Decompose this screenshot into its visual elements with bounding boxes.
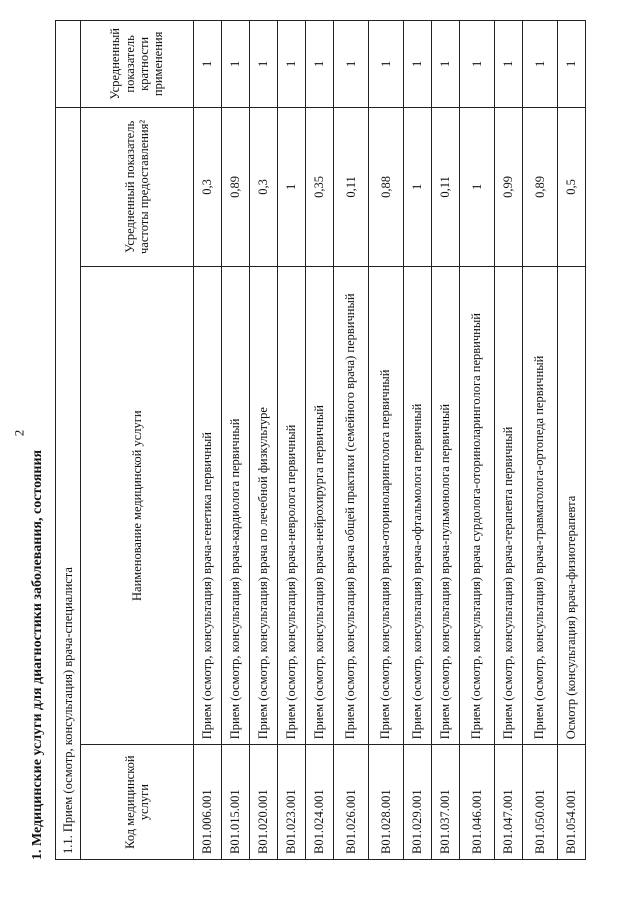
table-row bbox=[222, 21, 250, 860]
service-multiplicity: 1 bbox=[369, 21, 404, 108]
service-name: Прием (осмотр, консультация) врача-офтальмолога первичный bbox=[404, 267, 432, 745]
header-frequency: Усредненный показатель частоты предоставления² bbox=[81, 107, 194, 266]
service-frequency: 0,99 bbox=[495, 107, 523, 266]
service-code: B01.028.001 bbox=[369, 745, 404, 860]
subsection-row bbox=[56, 21, 81, 860]
table-row bbox=[369, 21, 404, 860]
service-frequency: 0,35 bbox=[306, 107, 334, 266]
table-row bbox=[432, 21, 460, 860]
service-name: Прием (осмотр, консультация) врача сурдолога-оториноларинголога первичный bbox=[460, 267, 495, 745]
service-name: Прием (осмотр, консультация) врача-пульмонолога первичный bbox=[432, 267, 460, 745]
table-row bbox=[306, 21, 334, 860]
table-row bbox=[250, 21, 278, 860]
service-code: B01.047.001 bbox=[495, 745, 523, 860]
service-multiplicity: 1 bbox=[278, 21, 306, 108]
service-multiplicity: 1 bbox=[495, 21, 523, 108]
service-code: B01.050.001 bbox=[523, 745, 558, 860]
service-multiplicity: 1 bbox=[250, 21, 278, 108]
service-multiplicity: 1 bbox=[558, 21, 586, 108]
service-code: B01.046.001 bbox=[460, 745, 495, 860]
service-frequency: 0,88 bbox=[369, 107, 404, 266]
service-name: Прием (осмотр, консультация) врача-нейрохирурга первичный bbox=[306, 267, 334, 745]
service-code: B01.023.001 bbox=[278, 745, 306, 860]
service-multiplicity: 1 bbox=[432, 21, 460, 108]
service-multiplicity: 1 bbox=[334, 21, 369, 108]
service-code: B01.029.001 bbox=[404, 745, 432, 860]
service-frequency: 1 bbox=[460, 107, 495, 266]
table-row bbox=[460, 21, 495, 860]
service-multiplicity: 1 bbox=[404, 21, 432, 108]
service-code: B01.037.001 bbox=[432, 745, 460, 860]
header-row bbox=[81, 21, 194, 860]
service-multiplicity: 1 bbox=[222, 21, 250, 108]
header-name: Наименование медицинской услуги bbox=[81, 267, 194, 745]
service-name: Прием (осмотр, консультация) врача по лечебной физкультуре bbox=[250, 267, 278, 745]
table-row bbox=[334, 21, 369, 860]
service-name: Прием (осмотр, консультация) врача-невролога первичный bbox=[278, 267, 306, 745]
service-frequency: 0,5 bbox=[558, 107, 586, 266]
header-code: Код медицинской услуги bbox=[81, 745, 194, 860]
service-code: B01.020.001 bbox=[250, 745, 278, 860]
service-frequency: 1 bbox=[404, 107, 432, 266]
medical-services-table bbox=[55, 20, 586, 860]
service-multiplicity: 1 bbox=[306, 21, 334, 108]
service-code: B01.054.001 bbox=[558, 745, 586, 860]
page-number: 2 bbox=[11, 429, 27, 437]
service-code: B01.006.001 bbox=[194, 745, 222, 860]
subsection-title: 1.1. Прием (осмотр, консультация) врача-специалиста bbox=[56, 107, 81, 859]
service-frequency: 0,11 bbox=[432, 107, 460, 266]
service-frequency: 0,3 bbox=[250, 107, 278, 266]
service-frequency: 0,11 bbox=[334, 107, 369, 266]
service-multiplicity: 1 bbox=[194, 21, 222, 108]
table-row bbox=[194, 21, 222, 860]
table-row bbox=[278, 21, 306, 860]
service-code: B01.015.001 bbox=[222, 745, 250, 860]
service-frequency: 0,89 bbox=[523, 107, 558, 266]
service-name: Прием (осмотр, консультация) врача-травматолога-ортопеда первичный bbox=[523, 267, 558, 745]
service-name: Прием (осмотр, консультация) врача-кардиолога первичный bbox=[222, 267, 250, 745]
table-row bbox=[495, 21, 523, 860]
table-row bbox=[523, 21, 558, 860]
header-blank-cell bbox=[56, 21, 81, 108]
service-multiplicity: 1 bbox=[460, 21, 495, 108]
service-name: Прием (осмотр, консультация) врача-генетика первичный bbox=[194, 267, 222, 745]
service-frequency: 1 bbox=[278, 107, 306, 266]
table-row bbox=[404, 21, 432, 860]
service-name: Прием (осмотр, консультация) врача-оториноларинголога первичный bbox=[369, 267, 404, 745]
service-name: Прием (осмотр, консультация) врача-терапевта первичный bbox=[495, 267, 523, 745]
service-multiplicity: 1 bbox=[523, 21, 558, 108]
service-name: Осмотр (консультация) врача-физиотерапевта bbox=[558, 267, 586, 745]
service-frequency: 0,89 bbox=[222, 107, 250, 266]
service-frequency: 0,3 bbox=[194, 107, 222, 266]
section-title: 1. Медицинские услуги для диагностики заболевания, состояния bbox=[30, 449, 45, 860]
table-row bbox=[558, 21, 586, 860]
service-code: B01.026.001 bbox=[334, 745, 369, 860]
header-multiplicity: Усредненный показатель кратности применения bbox=[81, 21, 194, 108]
service-name: Прием (осмотр, консультация) врача общей практики (семейного врача) первичный bbox=[334, 267, 369, 745]
service-code: B01.024.001 bbox=[306, 745, 334, 860]
